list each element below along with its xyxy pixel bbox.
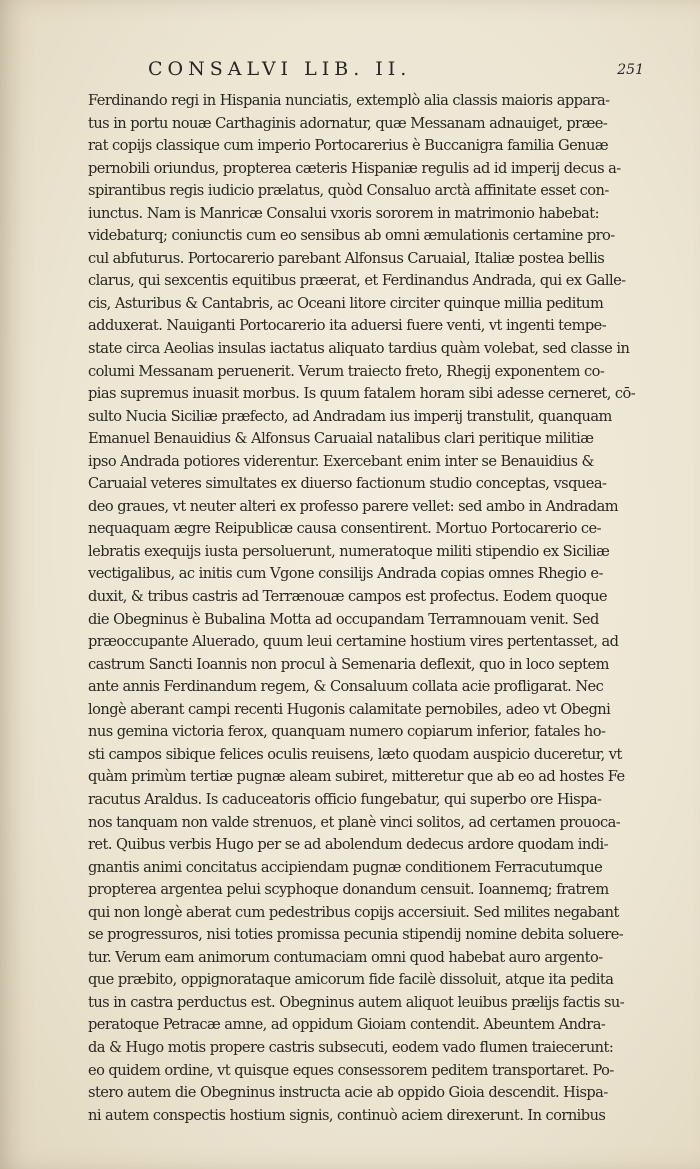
text-line: pernobili oriundus, propterea cæteris Hispaniæ regulis ad id imperij decus a- — [88, 159, 621, 177]
text-line: tur. Verum eam animorum contumaciam omni quod habebat auro argento- — [88, 948, 603, 966]
page-header — [148, 58, 648, 88]
text-line: quàm primùm tertiæ pugnæ aleam subiret, mitteretur que ab eo ad hostes Fe — [88, 768, 625, 786]
text-line: sti campos sibique felices oculis reuisens, læto quodam auspicio duceretur, vt — [88, 745, 622, 763]
text-line: deo graues, vt neuter alteri ex professo parere vellet: sed ambo in Andradam — [88, 497, 619, 515]
running-head: CONSALVI LIB. II. — [148, 58, 412, 80]
text-line: qui non longè aberat cum pedestribus copijs accersiuit. Sed milites negabant — [88, 903, 619, 921]
text-line: ni autem conspectis hostium signis, continuò aciem direxerunt. In cornibus — [88, 1106, 606, 1124]
text-line: rat copijs classique cum imperio Portocarerius è Buccanigra familia Genuæ — [88, 137, 609, 155]
text-line: cul abfuturus. Portocarerio parebant Alfonsus Caruaial, Italiæ postea bellis — [88, 249, 605, 267]
text-line: racutus Araldus. Is caduceatoris officio fungebatur, qui superbo ore Hispa- — [88, 790, 602, 808]
text-line: cis, Asturibus & Cantabris, ac Oceani litore circiter quinque millia peditum — [88, 294, 604, 312]
text-line: propterea argentea pelui scyphoque donandum censuit. Ioannemq; fratrem — [88, 881, 609, 899]
text-line: sulto Nucia Siciliæ præfecto, ad Andradam ius imperij transtulit, quanquam — [88, 407, 612, 425]
body-text — [88, 90, 636, 1127]
text-line: columi Messanam peruenerit. Verum traiecto freto, Rhegij exponentem co- — [88, 362, 605, 380]
text-line: ante annis Ferdinandum regem, & Consaluum collata acie profligarat. Nec — [88, 678, 604, 696]
text-line: videbaturq; coniunctis cum eo sensibus ab omni æmulationis certamine pro- — [88, 227, 615, 245]
text-line: adduxerat. Nauiganti Portocarerio ita aduersi fuere venti, vt ingenti tempe- — [88, 317, 607, 335]
text-line: die Obegninus è Bubalina Motta ad occupandam Terramnouam venit. Sed — [88, 610, 599, 628]
text-line: tus in portu nouæ Carthaginis adornatur, quæ Messanam adnauiget, præe- — [88, 114, 608, 132]
text-line: Caruaial veteres simultates ex diuerso factionum studio conceptas, vsquea- — [88, 475, 607, 493]
page-number: 251 — [617, 62, 644, 78]
text-line: nos tanquam non valde strenuos, et planè vinci solitos, ad certamen prouoca- — [88, 813, 621, 831]
text-line: nus gemina victoria ferox, quanquam numero copiarum inferior, fatales ho- — [88, 723, 606, 741]
text-line: se progressuros, nisi toties promissa pecunia stipendij nomine debita soluere- — [88, 926, 624, 944]
text-line: que præbito, oppignorataque amicorum fide facilè dissoluit, atque ita pedita — [88, 971, 614, 989]
text-line: clarus, qui sexcentis equitibus præerat, et Ferdinandus Andrada, qui ex Galle- — [88, 272, 626, 290]
text-line: præoccupante Aluerado, quum leui certamine hostium vires pertentasset, ad — [88, 633, 619, 651]
text-line: longè aberant campi recenti Hugonis calamitate pernobiles, adeo vt Obegni — [88, 700, 611, 718]
text-line: tus in castra perductus est. Obegninus autem aliquot leuibus prælijs factis su- — [88, 993, 625, 1011]
text-line: gnantis animi concitatus accipiendam pugnæ conditionem Ferracutumque — [88, 858, 603, 876]
text-line: pias supremus inuasit morbus. Is quum fatalem horam sibi adesse cerneret, cō- — [88, 385, 636, 403]
text-line: peratoque Petracæ amne, ad oppidum Gioiam contendit. Abeuntem Andra- — [88, 1016, 606, 1034]
text-line: duxit, & tribus castris ad Terrænouæ campos est profectus. Eodem quoque — [88, 588, 608, 606]
text-line: spirantibus regis iudicio prælatus, quòd Consaluo arctà affinitate esset con- — [88, 182, 609, 200]
text-line: ret. Quibus verbis Hugo per se ad abolendum dedecus ardore quodam indi- — [88, 836, 609, 854]
text-line: nequaquam ægre Reipublicæ causa consentirent. Mortuo Portocarerio ce- — [88, 520, 602, 538]
text-line: state circa Aeolias insulas iactatus aliquato tardius quàm volebat, sed classe in — [88, 340, 630, 358]
text-line: ipso Andrada potiores viderentur. Exercebant enim inter se Benauidius & — [88, 452, 594, 470]
text-line: da & Hugo motis propere castris subsecuti, eodem vado flumen traiecerunt: — [88, 1038, 614, 1056]
text-line: castrum Sancti Ioannis non procul à Semenaria deflexit, quo in loco septem — [88, 655, 609, 673]
text-line: vectigalibus, ac initis cum Vgone consilijs Andrada copias omnes Rhegio e- — [88, 565, 603, 583]
text-line: iunctus. Nam is Manricæ Consalui vxoris sororem in matrimonio habebat: — [88, 204, 599, 222]
text-line: Ferdinando regi in Hispania nunciatis, extemplò alia classis maioris appara- — [88, 92, 610, 109]
text-line: eo quidem ordine, vt quisque eques consessorem peditem transportaret. Po- — [88, 1061, 614, 1079]
text-line: Emanuel Benauidius & Alfonsus Caruaial natalibus clari peritique militiæ — [88, 430, 594, 448]
text-line: stero autem die Obegninus instructa acie ab oppido Gioia descendit. Hispa- — [88, 1084, 608, 1102]
text-line: lebratis exequijs iusta persoluerunt, numeratoque militi stipendio ex Siciliæ — [88, 542, 610, 560]
